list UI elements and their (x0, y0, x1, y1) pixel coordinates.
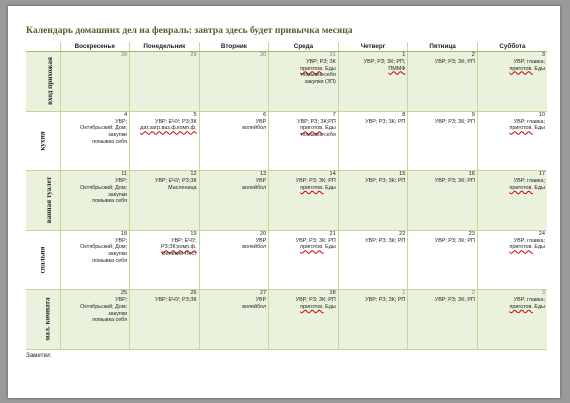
day-number: 5 (193, 111, 197, 118)
day-cell[interactable] (408, 230, 478, 290)
day-cell[interactable] (130, 111, 200, 171)
day-cell[interactable] (477, 290, 547, 350)
task-text: УВР; ЕЧУ; (171, 237, 197, 244)
day-cell[interactable] (199, 290, 269, 350)
task-text: закупки (108, 191, 128, 198)
day-cell[interactable] (199, 111, 269, 171)
task-text: УВР; (115, 237, 128, 244)
task-text: УВР; ЕЧУ; РЗ;ЗК (155, 297, 197, 304)
day-cell[interactable] (408, 290, 478, 350)
task-text: закупки (ЗП) (304, 79, 336, 86)
task-text: УВР (255, 237, 267, 244)
task-text: закупки (108, 310, 128, 317)
task-text: УВР; (115, 178, 128, 185)
day-cell[interactable] (338, 111, 408, 171)
task-text: УВР; РЗ; ЗК; РП (295, 237, 336, 244)
task-text: приготов. Еды (509, 184, 545, 191)
day-cell[interactable] (60, 52, 130, 112)
task-text: приготов. Еды (300, 304, 336, 311)
zone-label: ванная туалет (45, 176, 54, 224)
day-number: 17 (538, 171, 545, 178)
day-number: 23 (468, 230, 475, 237)
task-text: УВР; РЗ; ЗК; РП (434, 297, 475, 304)
day-cell[interactable] (338, 290, 408, 350)
task-text: Великий Пост (162, 251, 197, 258)
task-text: дат.загр.ваз.ф.комп.ф. (140, 125, 197, 132)
day-cell[interactable] (60, 111, 130, 171)
task-text: УВР; РЗ; ЗК; РП (365, 178, 406, 185)
notes-label: Заметки: (26, 352, 52, 359)
day-cell[interactable] (60, 171, 130, 231)
document-page (8, 6, 560, 398)
task-text: помывка себя (300, 72, 336, 79)
task-text: УВР; РЗ; ЗК;РП (297, 118, 336, 125)
day-number: 14 (329, 171, 336, 178)
task-text: УВР (255, 297, 267, 304)
day-cell[interactable] (130, 171, 200, 231)
day-cell[interactable] (408, 52, 478, 112)
day-cell[interactable] (199, 230, 269, 290)
day-cell[interactable] (269, 52, 339, 112)
day-number: 24 (538, 230, 545, 237)
day-number: 4 (123, 111, 128, 118)
task-text: Октябрьский; Дом; (80, 304, 128, 311)
header-corner (26, 42, 60, 52)
weekday-header-row (26, 42, 547, 52)
day-cell[interactable] (477, 111, 547, 171)
day-cell[interactable] (477, 171, 547, 231)
task-text: приготов. Еды (300, 65, 336, 72)
task-text: УВР (255, 178, 267, 185)
day-number: 10 (538, 111, 545, 118)
task-text: УВР; РЗ; ЗК; РП (365, 118, 406, 125)
task-text: РЗ;ЗК;комп.ф. (161, 244, 197, 251)
header-sunday: Воскресенье (60, 42, 130, 52)
task-text: УВР; главка; (513, 59, 545, 65)
task-text: УВР; РЗ; ЗК (306, 59, 336, 65)
day-cell[interactable] (130, 230, 200, 290)
day-number: 19 (190, 230, 197, 237)
week-row (26, 111, 547, 171)
task-text: УВР; главка; (513, 118, 545, 125)
task-text: помывка себя (300, 132, 336, 138)
task-text: приготов. Еды (509, 304, 545, 311)
day-number: 30 (259, 52, 267, 58)
zone-label: мал. комната (43, 297, 52, 341)
day-cell[interactable] (60, 230, 130, 290)
task-text: УВР; РЗ; ЗК; РП (434, 59, 475, 65)
day-cell[interactable] (477, 52, 547, 112)
task-text: помывка себя (92, 317, 128, 324)
day-number: 16 (468, 171, 475, 178)
page-title: Календарь домашних дел на февраль: завтра здесь будет привычка месяца (26, 25, 353, 36)
task-text: волейбол (242, 125, 267, 132)
task-text: приготов. Еды (300, 244, 336, 251)
day-cell[interactable] (199, 52, 269, 112)
day-number: 27 (259, 290, 267, 297)
calendar-table (26, 42, 547, 350)
header-monday: Понедельник (130, 42, 200, 52)
task-text: УВР; (115, 297, 128, 304)
zone-label-cell (26, 171, 60, 231)
week-row (26, 230, 547, 290)
task-text: волейбол (242, 304, 267, 311)
day-cell[interactable] (130, 290, 200, 350)
zone-label-cell (26, 290, 60, 350)
day-number: 2 (471, 52, 475, 58)
header-thursday: Четверг (338, 42, 408, 52)
day-number: 13 (259, 171, 267, 178)
week-row (26, 52, 547, 112)
day-number: 9 (471, 111, 475, 118)
task-text: УВР; РЗ; ЗК; РП (365, 297, 406, 304)
day-number: 3 (541, 290, 545, 297)
task-text: УВР; РЗ; ЗК; РП (295, 297, 336, 304)
task-text: УВР; РЗ; ЗК; РП (295, 178, 336, 185)
day-cell[interactable] (199, 171, 269, 231)
zone-label-cell (26, 52, 60, 112)
task-text: Масленица (168, 184, 197, 191)
day-cell[interactable] (269, 171, 339, 231)
day-number: 7 (332, 111, 336, 118)
day-number: 12 (190, 171, 197, 178)
day-number: 26 (190, 290, 197, 297)
task-text: УВР; главка; (513, 237, 545, 244)
day-number: 2 (471, 290, 475, 297)
task-text: УВР; РЗ; ЗК; РП (434, 118, 475, 125)
day-cell[interactable] (477, 230, 547, 290)
zone-label: спальня (38, 246, 47, 274)
day-cell[interactable] (130, 52, 200, 112)
task-text: УВР; главка; (513, 178, 545, 185)
day-cell[interactable] (269, 290, 339, 350)
day-cell[interactable] (60, 290, 130, 350)
task-text: УВР; РЗ; ЗК; РП; (363, 59, 406, 65)
zone-label-cell (26, 111, 60, 171)
day-number: 11 (121, 171, 128, 178)
task-text: Октябрьский; Дом; (80, 244, 128, 251)
zone-label-cell (26, 230, 60, 290)
week-row (26, 290, 547, 350)
day-cell[interactable] (269, 230, 339, 290)
task-text: УВР (255, 118, 267, 125)
day-number: 18 (120, 230, 128, 237)
task-text: УВР; ЕЧУ; РЗ;ЗК (155, 178, 197, 185)
day-number: 1 (402, 290, 406, 297)
task-text: УВР; (115, 118, 128, 125)
task-text: Октябрьский; Дом; (80, 184, 128, 191)
day-number: 8 (402, 111, 406, 118)
day-number: 15 (399, 171, 406, 178)
header-friday: Пятница (408, 42, 478, 52)
header-wednesday: Среда (269, 42, 339, 52)
day-cell[interactable] (338, 52, 408, 112)
day-cell[interactable] (408, 171, 478, 231)
task-text: ПММФ (388, 65, 406, 72)
day-number: 25 (120, 290, 128, 297)
day-cell[interactable] (269, 111, 339, 171)
task-text: волейбол (242, 244, 267, 251)
task-text: УВР; главка; (513, 297, 545, 304)
task-text: УВР; РЗ; ЗК; РП (434, 178, 475, 185)
day-number: 21 (329, 230, 336, 237)
day-number: 1 (402, 52, 406, 58)
task-text: УВР; ЕЧУ; РЗ;ЗК (155, 118, 197, 125)
task-text: приготов. Еды (300, 125, 336, 132)
task-text: приготов. Еды (300, 184, 336, 191)
task-text: волейбол (242, 184, 267, 191)
task-text: помывка себя (92, 138, 128, 145)
task-text: помывка себя (92, 198, 128, 205)
day-number: 20 (259, 230, 267, 237)
day-number: 29 (190, 52, 197, 58)
task-text: приготов. Еды (509, 65, 545, 72)
task-text: помывка себя (92, 257, 128, 264)
day-cell[interactable] (338, 230, 408, 290)
task-text: УВР; РЗ; ЗК; РП (434, 237, 475, 244)
day-number: 3 (541, 52, 545, 58)
header-saturday: Суббота (477, 42, 547, 52)
week-row (26, 171, 547, 231)
day-cell[interactable] (408, 111, 478, 171)
task-text: приготов. Еды (509, 125, 545, 132)
day-number: 28 (329, 290, 336, 297)
zone-label: кухня (38, 130, 47, 151)
task-text: УВР; РЗ; ЗК; РП (365, 237, 406, 244)
header-tuesday: Вторник (199, 42, 269, 52)
day-number: 22 (399, 230, 406, 237)
day-number: 28 (120, 52, 128, 58)
task-text: приготов. Еды (509, 244, 545, 251)
task-text: закупки (108, 251, 128, 258)
day-cell[interactable] (338, 171, 408, 231)
day-number: 6 (263, 111, 267, 118)
task-text: Октябрьский; Дом; (80, 125, 128, 132)
day-number: 31 (329, 52, 336, 58)
task-text: закупки (108, 132, 128, 138)
zone-label: вход прихожая (45, 57, 54, 105)
